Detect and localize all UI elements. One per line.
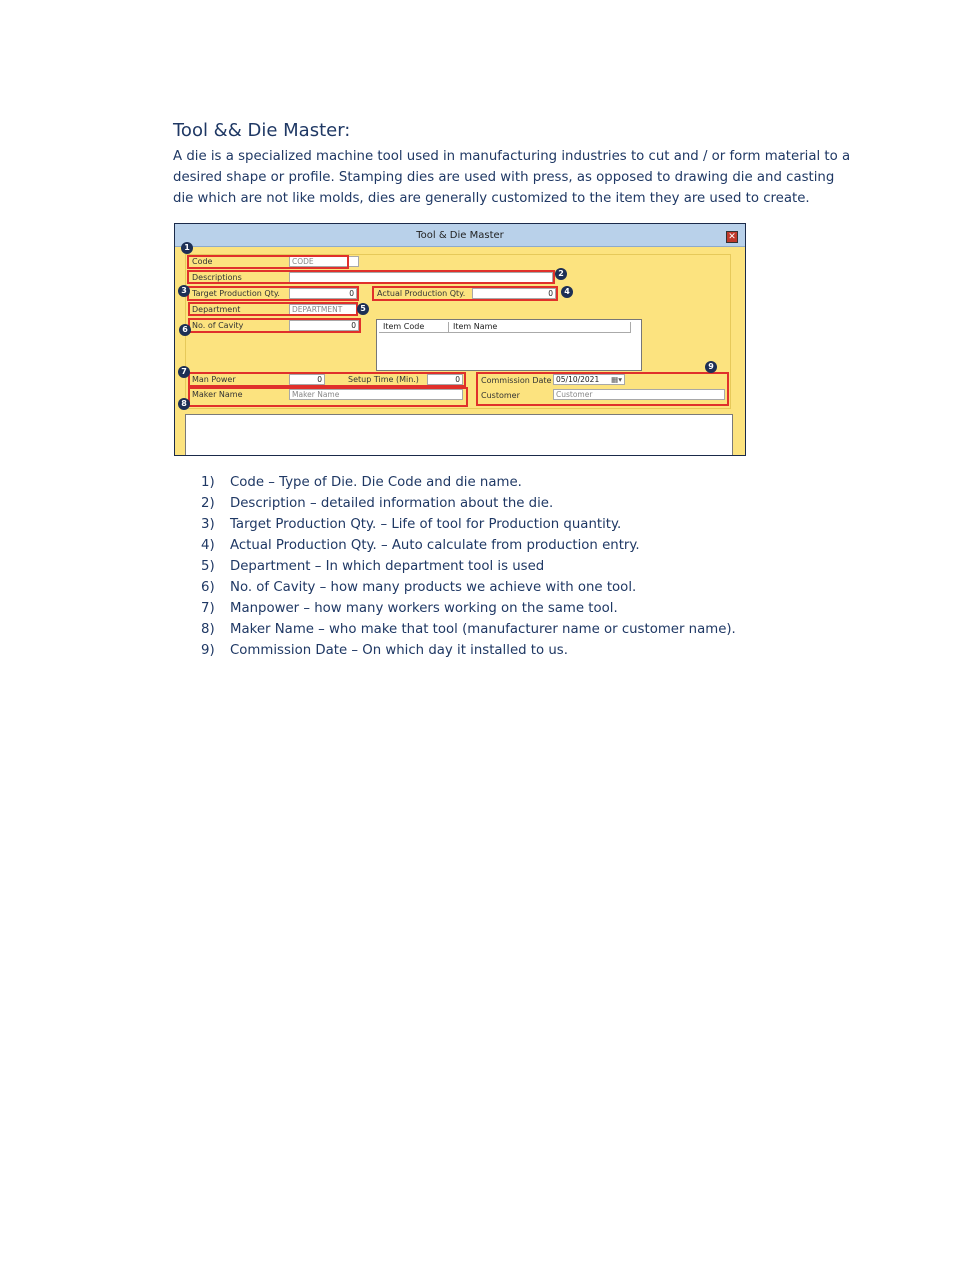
page-heading: Tool && Die Master: <box>173 120 351 141</box>
list-item-text: Target Production Qty. – Life of tool for Production quantity. <box>230 517 622 532</box>
item-grid[interactable] <box>376 319 642 371</box>
list-item <box>201 535 736 556</box>
badge-3: 3 <box>178 285 190 297</box>
highlight-actual-qty <box>372 286 558 301</box>
highlight-commission <box>476 372 729 406</box>
list-item <box>201 619 736 640</box>
window-title: Tool & Die Master <box>416 230 504 241</box>
list-item <box>201 472 736 493</box>
badge-9: 9 <box>705 361 717 373</box>
highlight-descriptions <box>187 270 555 284</box>
badge-8: 8 <box>178 398 190 410</box>
highlight-department <box>188 302 358 316</box>
code-input[interactable]: CODE <box>289 256 359 267</box>
descriptions-label: Descriptions <box>192 273 242 282</box>
list-item <box>201 493 736 514</box>
code-label: Code <box>192 257 213 266</box>
customer-label: Customer <box>481 391 520 400</box>
list-item-number: 4) <box>201 538 215 553</box>
list-item-text: Code – Type of Die. Die Code and die name. <box>230 475 522 490</box>
list-item-text: Department – In which department tool is used <box>230 559 545 574</box>
cavity-input[interactable]: 0 <box>289 320 359 331</box>
list-item-text: Commission Date – On which day it installed to us. <box>230 643 568 658</box>
department-input[interactable]: DEPARTMENT <box>289 304 357 315</box>
commission-date-value: 05/10/2021 <box>556 375 600 384</box>
window-titlebar <box>175 224 745 247</box>
list-item-text: No. of Cavity – how many products we achieve with one tool. <box>230 580 637 595</box>
maker-name-label: Maker Name <box>192 390 243 399</box>
list-item-number: 7) <box>201 601 215 616</box>
badge-5: 5 <box>357 303 369 315</box>
list-item-number: 8) <box>201 622 215 637</box>
customer-input[interactable]: Customer <box>553 389 725 400</box>
badge-2: 2 <box>555 268 567 280</box>
field-description-list <box>201 472 736 661</box>
highlight-target-qty <box>187 286 359 301</box>
highlight-manpower <box>188 372 466 387</box>
manpower-input[interactable]: 0 <box>289 374 325 385</box>
highlight-maker-name <box>188 387 468 407</box>
target-qty-input[interactable]: 0 <box>289 288 357 299</box>
intro-paragraph: A die is a specialized machine tool used in manufacturing industries to cut and / or form material to a desired shape or profile. Stamping dies are used with press, as opposed to drawing die and casting die which are not like molds, dies are generally customized to the item they are used to create. <box>173 149 851 206</box>
commission-date-label: Commission Date <box>481 376 552 385</box>
highlight-cavity <box>188 318 361 333</box>
badge-1: 1 <box>181 242 193 254</box>
list-item-number: 9) <box>201 643 215 658</box>
list-item <box>201 640 736 661</box>
department-label: Department <box>192 305 241 314</box>
close-icon[interactable]: ✕ <box>726 231 738 243</box>
actual-qty-input[interactable]: 0 <box>472 288 556 299</box>
badge-4: 4 <box>561 286 573 298</box>
list-item <box>201 598 736 619</box>
setup-time-input[interactable]: 0 <box>427 374 463 385</box>
grid-header-item-name[interactable]: Item Name <box>449 322 631 332</box>
actual-qty-label: Actual Production Qty. <box>377 289 466 298</box>
list-item-number: 3) <box>201 517 215 532</box>
details-area[interactable] <box>185 414 733 456</box>
list-item <box>201 556 736 577</box>
setup-time-label: Setup Time (Min.) <box>348 375 419 384</box>
list-item-number: 1) <box>201 475 215 490</box>
list-item-number: 5) <box>201 559 215 574</box>
list-item-text: Actual Production Qty. – Auto calculate from production entry. <box>230 538 640 553</box>
list-item-text: Maker Name – who make that tool (manufacturer name or customer name). <box>230 622 736 637</box>
list-item <box>201 514 736 535</box>
target-qty-label: Target Production Qty. <box>192 289 280 298</box>
badge-6: 6 <box>179 324 191 336</box>
manpower-label: Man Power <box>192 375 236 384</box>
badge-7: 7 <box>178 366 190 378</box>
maker-name-input[interactable]: Maker Name <box>289 389 463 400</box>
list-item <box>201 577 736 598</box>
list-item-text: Manpower – how many workers working on the same tool. <box>230 601 618 616</box>
list-item-number: 6) <box>201 580 215 595</box>
calendar-icon[interactable]: ▦▾ <box>611 375 622 384</box>
cavity-label: No. of Cavity <box>192 321 244 330</box>
highlight-code <box>187 255 349 269</box>
grid-header-item-code[interactable]: Item Code <box>379 322 449 332</box>
tool-die-master-window <box>174 223 746 456</box>
grid-header-divider <box>379 332 631 333</box>
list-item-number: 2) <box>201 496 215 511</box>
list-item-text: Description – detailed information about the die. <box>230 496 554 511</box>
